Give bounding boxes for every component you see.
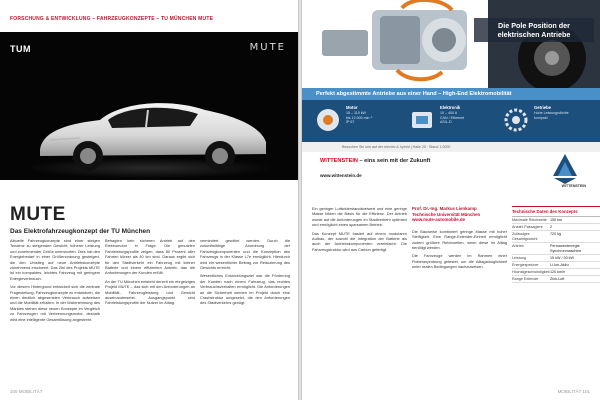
table-row: Energiespeicher Li-Ion-Akku [512, 262, 600, 269]
advertisement [302, 0, 600, 190]
paragraph: Die Fahrzeuge werden im Rahmen einer Flottenerprobung getestet, um die Alltagstauglichkeit unter realen Bedingungen nachzuweisen. [412, 253, 507, 270]
table-row: Anzahl Passagiere 2 [512, 224, 600, 231]
table-row: Range Extender Zink-Luft [512, 276, 600, 283]
tum-logo: TUM [10, 44, 31, 54]
column-3 [200, 238, 290, 306]
ad-url[interactable]: www.wittenstein.de [320, 173, 362, 178]
gearbox-icon [504, 108, 528, 132]
motor-icon [316, 108, 340, 132]
wittenstein-logo-icon [550, 152, 580, 186]
spec-motor: Motor 15 – 110 kW bis 12.000 min⁻¹ IP 67 [346, 105, 373, 125]
ad-visual [302, 0, 600, 88]
right-columns [312, 206, 592, 386]
paragraph: Aktuelle Fahrzeugkonzepte sind einer steigen Tendenz zu steigenden Gewicht, höherer Leistung und zunehmender Größe unterworfen. Dies hat den Energiebedarf in einer Größenordnung gesteigert, die den Umstieg auf neue Antriebskonzepte zunehmend erschwert. Das Ziel des Projekts MUTE ist ein kompaktes, leichtes Fahrzeug mit geringem Energieverbrauch. [10, 238, 100, 281]
paragraph: Vor diesem Hintergrund entwickelt sich die zentrale Fragestellung, Fahrzeugkonzepte zu entwickeln, die einen deutlich abgesenkten Verbrauch aufweisen und die Mobilität erhalten. In der Wahrnehmung des Marktes stehen diese neuen Konzepte im Vergleich zu Fahrzeugen mit Verbrennungsmotor, deshalb wird eine intelligente Gesamtlösung angestrebt. [10, 284, 100, 322]
article-title-block [10, 204, 150, 235]
paragraph: An der TU München entsteht derzeit ein ehrgeiziges Projekt MUTE – das sich mit den Anforderungen an Mobilität, Fahrzeugleistung und Gewicht auseinandersetzt. Ausgangspunkt sind Fahrleistungsprofile der Nutzer im Alltag. [105, 278, 195, 306]
paragraph: Das Konzept MUTE basiert auf einem modularen Aufbau, der sowohl die Integration der Batterie als auch der Antriebskomponenten vereinfacht. Die Fahrzeugstruktur wird aus Carbon gefertigt. [312, 230, 407, 252]
column-1 [10, 238, 100, 322]
ad-brand-line: WITTENSTEIN – eins sein mit der Zukunft [320, 158, 431, 164]
paragraph: Die Bauweise kombiniert geringe Masse mit hoher Steifigkeit. Eine Range-Extender-Einheit ermöglicht zudem größere Reichweiten, wenn diese im Alltag benötigt werden. [412, 228, 507, 250]
page-folio-right: MOBILITÄT 101 [557, 389, 590, 394]
wittenstein-label: WITTENSTEIN [561, 184, 586, 188]
table-row: Höchstgeschwindigkeit 120 km/h [512, 269, 600, 276]
paragraph: Befragten kein sicheren Antrieb auf den Elektromotor in Frage. Die genutzten Fahrleistungsprofile zeigen, dass 80 Prozent aller Fahrten kürzer als 40 km sind. Daraus ergibt sich für den Stadtverkehr ein Fahrzeug mit kleiner Batterie und einem effizienten Antrieb, das die Anforderungen der Kunden erfüllt. [105, 238, 195, 276]
article-title: MUTE [10, 204, 66, 225]
table-row: Leistung 15 kW / 30 kW [512, 255, 600, 262]
left-page [0, 0, 298, 400]
table-row: Antrieb Permanenterregte Synchronmaschine [512, 243, 600, 255]
ad-note: Besuchen Sie uns auf der electric & hybrid | Halle 25 · Stand 1.0000 [302, 142, 600, 152]
breadcrumb: FORSCHUNG & ENTWICKLUNG – FAHRZEUGKONZEPTE – TU MÜNCHEN MUTE [10, 16, 214, 22]
car-illustration [20, 80, 280, 180]
paragraph: Wesentliches Entwicklungsziel war die Förderung der Kunden nach einem Fahrzeug, das rechtes Verbrauchsverhalten ermöglicht. Die Anforderungen an die Sicherheit werden im Projekt durch eine Crashstruktur umgesetzt, die den Anforderungen des Stadtverkehrs genügt. [200, 273, 290, 306]
mute-logo: MUTE [249, 42, 286, 53]
author-credit: Prof. Dr.-Ing. Markus Lienkamp Technische Universität München www.mute-automobile.de [412, 206, 481, 223]
right-column-2 [412, 206, 507, 270]
article-subtitle: Das Elektrofahrzeugkonzept der TU München [10, 228, 151, 235]
table-row: Zulässiges Gesamtgewicht 720 kg [512, 231, 600, 243]
left-columns [10, 238, 290, 386]
column-2 [105, 238, 195, 306]
page-folio-left: 100 MOBILITÄT [10, 389, 43, 394]
spec-electronics: Elektronik 10 – 400 A CAN / Ethernet ASIL-D [440, 105, 465, 125]
ad-spec-strip [302, 100, 600, 142]
ad-headline: Die Pole Position der elektrischen Antriebe [474, 18, 594, 42]
paragraph: vermindert gewährt werden. Durch die zukunftsfähige Anordnung der Fahrzeugkomponenten und die Konzeption des Fahrzeugs in der Klasse L7e ermöglicht. Hierdurch wird ein wesentlicher Beitrag zur Reduzierung des Gewichts erreicht. [200, 238, 290, 271]
motor-illustration [302, 0, 600, 88]
tech-data-box [512, 206, 600, 283]
paragraph: Ein geringer Luftwiderstandsbeiwert und eine geringe Masse bilden die Basis für die Effizienz. Der Antrieb wurde auf die Anforderungen im Stadtverkehr optimiert und ermöglicht einen sparsamen Betrieb. [312, 206, 407, 228]
table-row: Maximale Reichweite 100 km [512, 217, 600, 224]
tech-data-title: Technische Daten des Konzepts [512, 207, 600, 217]
electronics-icon [410, 108, 434, 132]
ad-tagline-bar: Perfekt abgestimmte Antriebe aus einer Hand – High-End Elektromobilität [302, 88, 600, 100]
spec-gearbox: Getriebe Hohe Leistungsdichte kompakt [534, 105, 569, 120]
right-column-1 [312, 206, 407, 252]
hero-image [0, 32, 298, 180]
right-page [302, 0, 600, 400]
